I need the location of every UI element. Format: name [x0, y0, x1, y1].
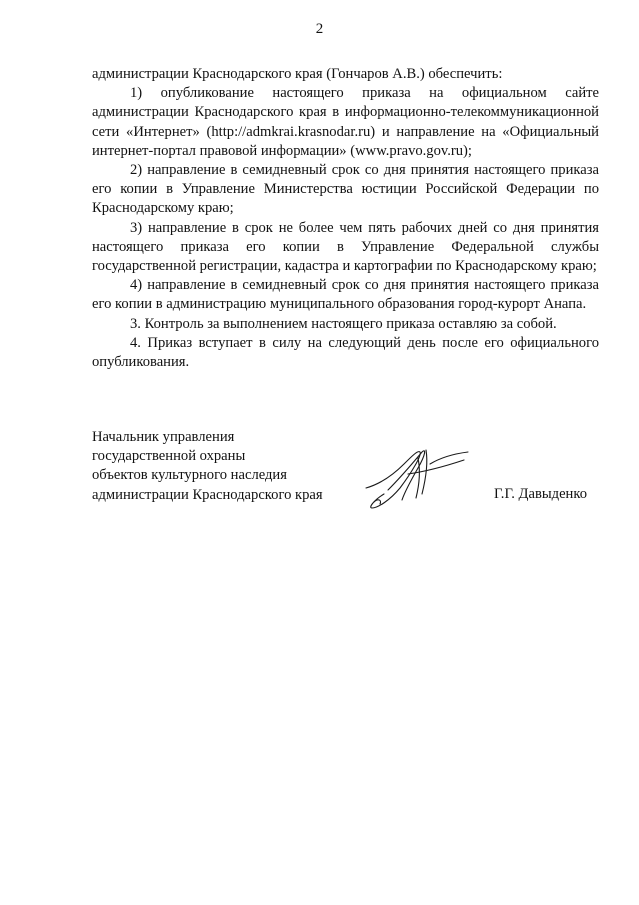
- paragraph-intro-continuation: администрации Краснодарского края (Гончаров А.В.) обеспечить:: [92, 66, 503, 82]
- page-number: 2: [315, 21, 324, 37]
- handwritten-signature: [360, 438, 472, 514]
- paragraph-item-3-rosreestr: 3) направление в срок не более чем пять рабочих дней со дня принятия настоящего приказа его копии в Управление Федеральной службы государственной регистрации, кадастра и картографии по Краснодарскому краю;: [92, 219, 599, 275]
- signatory-position: [92, 428, 352, 505]
- paragraph-control: 3. Контроль за выполнением настоящего приказа оставляю за собой.: [130, 315, 557, 332]
- paragraph-effective-date: 4. Приказ вступает в силу на следующий день после его официального опубликования.: [92, 334, 599, 371]
- position-line: администрации Краснодарского края: [92, 486, 323, 503]
- paragraph-item-4-anapa: 4) направление в семидневный срок со дня принятия настоящего приказа его копии в администрацию муниципального образования город-курорт Анапа.: [92, 277, 599, 313]
- position-line: государственной охраны: [92, 448, 246, 465]
- signer-name: Г.Г. Давыденко: [494, 486, 588, 502]
- document-body: [92, 65, 599, 372]
- position-line: объектов культурного наследия: [92, 467, 287, 484]
- paragraph-item-2-ministry-justice: 2) направление в семидневный срок со дня принятия настоящего приказа его копии в Управление Министерства юстиции Российской Федерации по Краснодарскому краю;: [92, 162, 599, 217]
- paragraph-item-1-publication: 1) опубликование настоящего приказа на официальном сайте администрации Краснодарского края в информационно-телекоммуникационной сети «Интернет» (http://admkrai.krasnodar.ru) и направление на «Официальный интернет-портал правовой информации» (www.pravo.gov.ru);: [92, 85, 599, 159]
- position-line: Начальник управления: [92, 429, 235, 445]
